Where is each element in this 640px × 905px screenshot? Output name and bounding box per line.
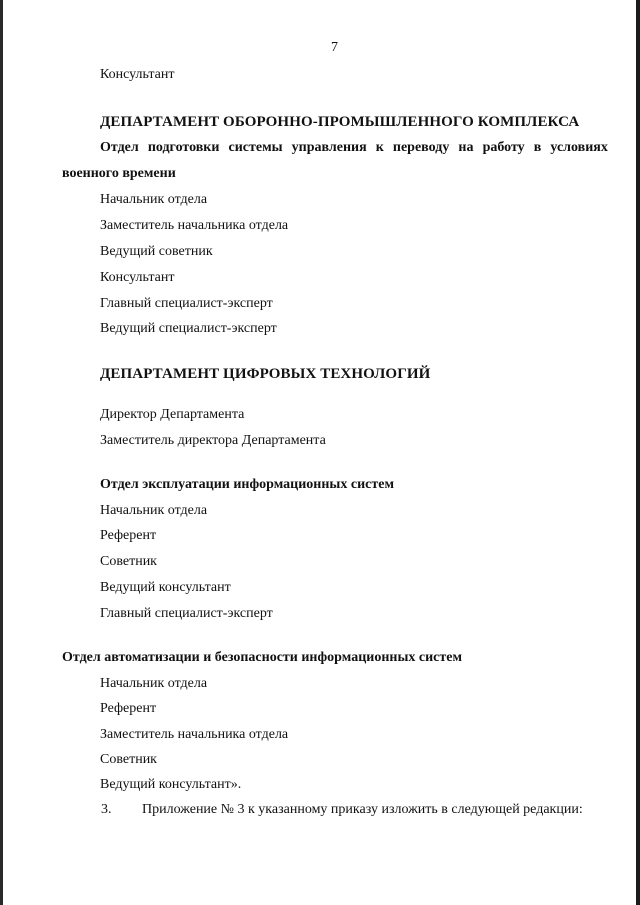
- section-word: управления: [291, 140, 367, 155]
- position-item: Заместитель директора Департамента: [100, 433, 326, 448]
- position-item: Ведущий консультант».: [100, 777, 242, 792]
- position-item: Главный специалист-эксперт: [100, 606, 273, 621]
- section-title-automation: Отдел автоматизации и безопасности информационных систем: [62, 650, 463, 665]
- scan-edge-right: [636, 0, 640, 905]
- scan-edge-left: [0, 0, 3, 905]
- section-word: работу: [482, 140, 525, 155]
- section-title-operations: Отдел эксплуатации информационных систем: [100, 477, 394, 492]
- page-number: 7: [331, 40, 338, 55]
- position-item: Консультант: [100, 270, 175, 285]
- section-title-mobilization-line1: [100, 140, 608, 156]
- department-title-digital: ДЕПАРТАМЕНТ ЦИФРОВЫХ ТЕХНОЛОГИЙ: [100, 366, 431, 382]
- clause-text: Приложение № 3 к указанному приказу изложить в следующей редакции:: [142, 802, 583, 817]
- section-word: в: [533, 140, 542, 155]
- section-word: переводу: [392, 140, 450, 155]
- section-word: системы: [228, 140, 283, 155]
- clause-number: 3.: [101, 802, 112, 817]
- position-item: Референт: [100, 528, 157, 543]
- position-item: Советник: [100, 554, 157, 569]
- section-word: к: [375, 140, 384, 155]
- department-title-opk: ДЕПАРТАМЕНТ ОБОРОННО-ПРОМЫШЛЕННОГО КОМПЛЕКСА: [100, 114, 580, 130]
- position-item: Начальник отдела: [100, 192, 208, 207]
- position-item: Ведущий специалист-эксперт: [100, 321, 277, 336]
- section-title-mobilization-line2: военного времени: [62, 166, 176, 181]
- position-item: Ведущий консультант: [100, 580, 231, 595]
- position-item: Референт: [100, 701, 157, 716]
- position-item: Начальник отдела: [100, 676, 208, 691]
- position-item: Советник: [100, 752, 157, 767]
- section-word: на: [458, 140, 474, 155]
- section-word: условиях: [550, 140, 608, 155]
- position-item: Заместитель начальника отдела: [100, 727, 289, 742]
- position-item: Директор Департамента: [100, 407, 245, 422]
- position-item: Начальник отдела: [100, 503, 208, 518]
- section-word: подготовки: [147, 140, 220, 155]
- section-word: Отдел: [100, 140, 139, 155]
- position-item: Главный специалист-эксперт: [100, 296, 273, 311]
- position-item: Ведущий советник: [100, 244, 213, 259]
- position-item: Заместитель начальника отдела: [100, 218, 289, 233]
- position-consultant: Консультант: [100, 67, 175, 82]
